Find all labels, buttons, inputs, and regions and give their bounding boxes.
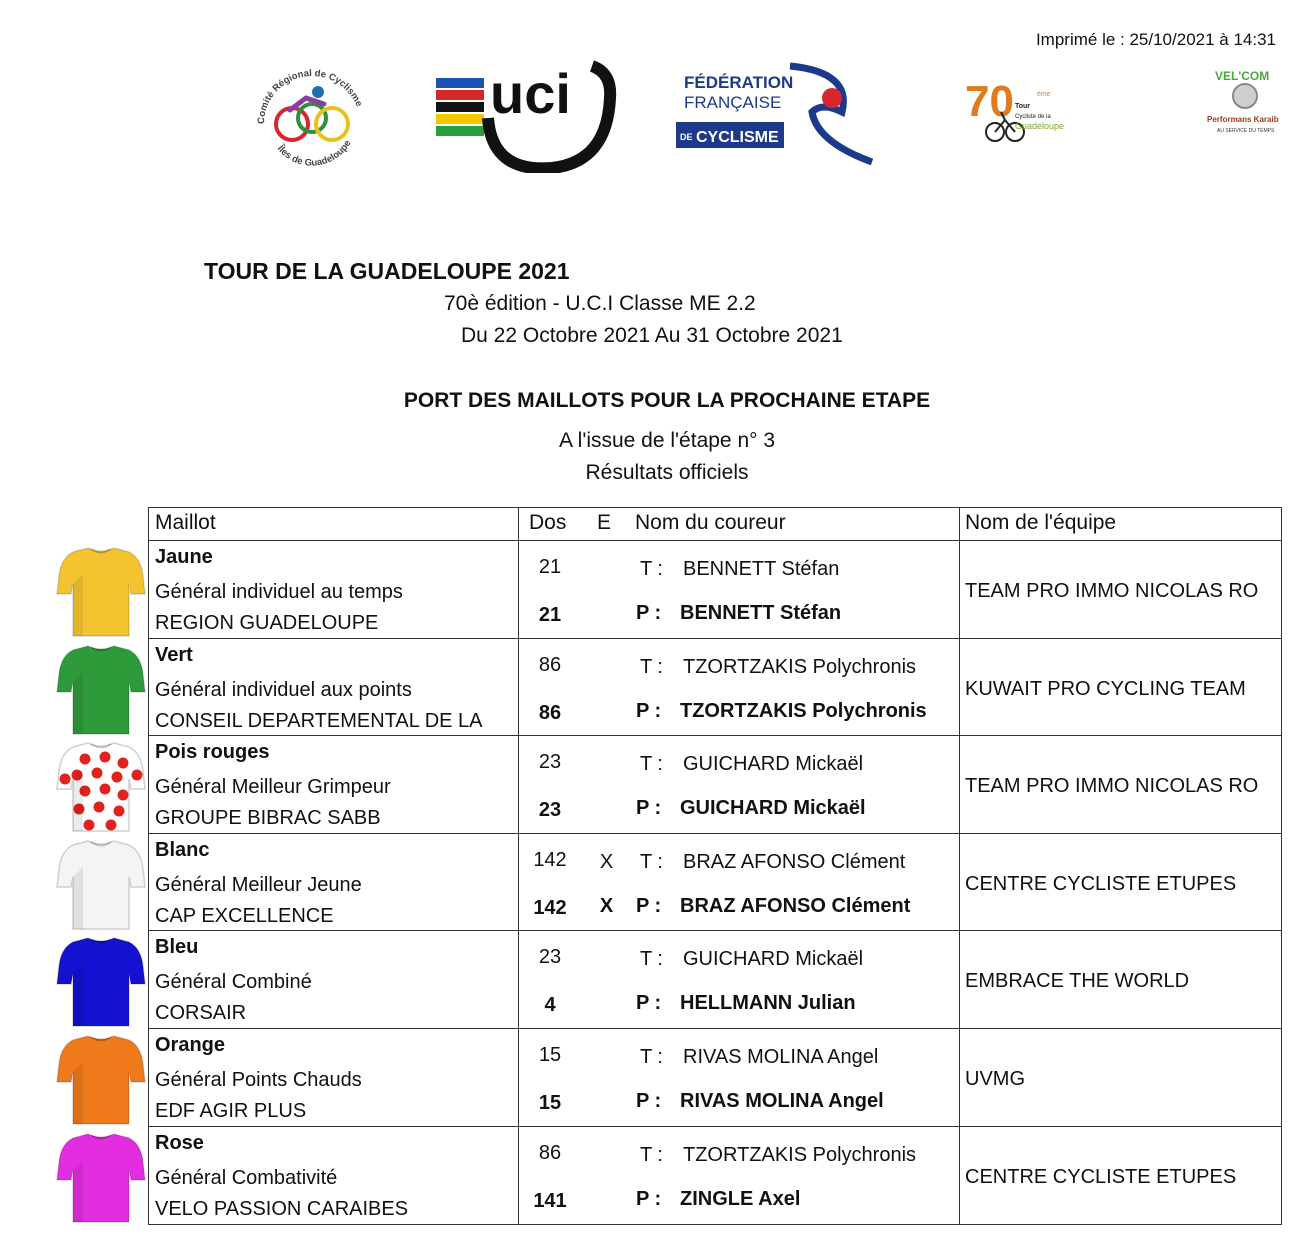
jersey-icon (55, 1130, 147, 1224)
sponsor: CORSAIR (155, 1002, 247, 1025)
dos-porteur: 23 (538, 799, 562, 822)
dos-titulaire: 86 (538, 653, 562, 676)
table-row (149, 639, 1281, 737)
jersey-body (57, 1134, 145, 1222)
tour-guadeloupe-logo (965, 74, 1083, 152)
svg-text:70: 70 (965, 77, 1014, 126)
jersey-icon (55, 739, 147, 833)
porteur-label: P : (636, 1089, 662, 1112)
classification: Général Points Chauds (155, 1068, 362, 1091)
polka-dot (114, 806, 125, 817)
dos-titulaire: 15 (538, 1043, 562, 1066)
titulaire-name: TZORTZAKIS Polychronis (683, 655, 917, 678)
jersey-shade (73, 574, 83, 636)
porteur-label: P : (636, 797, 662, 820)
svg-text:uci: uci (490, 62, 571, 125)
svg-text:FRANÇAISE: FRANÇAISE (684, 93, 782, 112)
titulaire-name: GUICHARD Mickaël (683, 753, 864, 776)
dos-titulaire: 23 (538, 946, 562, 969)
print-timestamp: Imprimé le : 25/10/2021 à 14:31 (1035, 30, 1276, 49)
porteur-label: P : (636, 1187, 662, 1210)
jersey-body (57, 1036, 145, 1124)
dos-titulaire: 21 (538, 556, 562, 578)
jersey-name: Orange (155, 1033, 226, 1056)
svg-text:CYCLISME: CYCLISME (696, 129, 779, 146)
jersey-shade (73, 1160, 83, 1222)
team-name: KUWAIT PRO CYCLING TEAM (965, 677, 1246, 700)
table-row (149, 1029, 1281, 1127)
table-row (149, 736, 1281, 834)
porteur-name: HELLMANN Julian (680, 992, 856, 1015)
crcg-logo (250, 54, 374, 178)
table-row (149, 931, 1281, 1029)
polka-dot (112, 772, 123, 783)
svg-text:Îles de Guadeloupe: Îles de Guadeloupe (274, 138, 354, 169)
jersey-name: Blanc (155, 838, 210, 861)
jersey-shade (73, 964, 83, 1026)
classification: Général Meilleur Jeune (155, 873, 362, 896)
jersey-name: Jaune (155, 546, 213, 568)
svg-text:Cycliste de la: Cycliste de la (1015, 114, 1051, 120)
results-status: Résultats officiels (585, 461, 749, 484)
logo-bar (0, 50, 1310, 180)
jersey-shade (73, 769, 83, 831)
jersey-shade (73, 1062, 83, 1124)
jersey-name: Bleu (155, 936, 199, 959)
sponsor: GROUPE BIBRAC SABB (155, 807, 381, 830)
titulaire-label: T : (640, 1045, 663, 1068)
porteur-name: GUICHARD Mickaël (680, 797, 866, 820)
dos-porteur: 15 (538, 1091, 562, 1114)
porteur-label: P : (636, 992, 662, 1015)
team-name: UVMG (965, 1067, 1025, 1090)
stage-info: A l'issue de l'étape n° 3 (558, 429, 776, 452)
svg-text:AU SERVICE DU TEMPS: AU SERVICE DU TEMPS (1217, 128, 1275, 134)
jersey-shade (73, 672, 83, 734)
col-coureur: Nom du coureur (635, 511, 786, 534)
jersey-name: Rose (155, 1131, 204, 1154)
dos-porteur: 4 (544, 994, 556, 1017)
titulaire-name: GUICHARD Mickaël (683, 948, 864, 971)
polka-dot (106, 820, 117, 831)
race-title: TOUR DE LA GUADELOUPE 2021 (204, 258, 570, 284)
titulaire-label: T : (640, 948, 663, 971)
svg-text:Guadeloupe: Guadeloupe (1015, 121, 1065, 131)
porteur-name: TZORTZAKIS Polychronis (680, 699, 927, 722)
dos-titulaire: 23 (538, 751, 562, 774)
table-header (149, 508, 1281, 541)
jersey-body (57, 646, 145, 734)
porteur-label: P : (636, 894, 662, 917)
team-name: CENTRE CYCLISTE ETUPES (965, 1165, 1237, 1188)
sponsor: CONSEIL DEPARTEMENTAL DE LA (155, 709, 483, 732)
sponsor: VELO PASSION CARAIBES (155, 1197, 409, 1220)
titulaire-name: BENNETT Stéfan (683, 558, 840, 580)
svg-text:Comité Régional de Cyclisme: Comité Régional de Cyclisme (255, 67, 365, 125)
porteur-name: ZINGLE Axel (680, 1187, 801, 1210)
polka-dot (84, 820, 95, 831)
porteur-name: RIVAS MOLINA Angel (680, 1089, 884, 1112)
titulaire-label: T : (640, 850, 663, 873)
dos-porteur: 21 (538, 604, 562, 626)
jersey-body (57, 841, 145, 929)
porteur-label: P : (636, 699, 662, 722)
team-name: TEAM PRO IMMO NICOLAS RO (965, 580, 1259, 602)
titulaire-name: TZORTZAKIS Polychronis (683, 1143, 917, 1166)
velcom-logo (1205, 58, 1287, 138)
titulaire-label: T : (640, 558, 663, 580)
dos-porteur: 142 (533, 896, 567, 919)
polka-dot (132, 770, 143, 781)
table-row (149, 834, 1281, 932)
col-equipe: Nom de l'équipe (965, 511, 1117, 534)
dos-titulaire: 86 (538, 1141, 562, 1164)
e-porteur: X (599, 894, 614, 917)
porteur-name: BENNETT Stéfan (680, 602, 842, 624)
jersey-name: Vert (155, 643, 193, 666)
titulaire-label: T : (640, 655, 663, 678)
e-titulaire: X (599, 850, 614, 873)
dos-titulaire: 142 (533, 848, 567, 871)
classification: Général Combativité (155, 1166, 338, 1189)
col-maillot: Maillot (155, 511, 216, 534)
jersey-icon (55, 544, 147, 638)
polka-dot (94, 802, 105, 813)
sponsor: CAP EXCELLENCE (155, 904, 334, 927)
polka-dot (118, 790, 129, 801)
porteur-label: P : (636, 602, 662, 624)
svg-text:Performans Karaib: Performans Karaib (1207, 115, 1279, 124)
jersey-icon (55, 934, 147, 1028)
team-name: EMBRACE THE WORLD (965, 970, 1190, 993)
titulaire-name: BRAZ AFONSO Clément (683, 850, 906, 873)
sponsor: REGION GUADELOUPE (155, 612, 379, 634)
section-heading: PORT DES MAILLOTS POUR LA PROCHAINE ETAPE (403, 389, 931, 412)
jersey-icon (55, 642, 147, 736)
jersey-icon (55, 1032, 147, 1126)
col-e: E (597, 511, 612, 534)
svg-text:ème: ème (1037, 91, 1051, 98)
sponsor: EDF AGIR PLUS (155, 1099, 307, 1122)
dos-porteur: 86 (538, 701, 562, 724)
porteur-name: BRAZ AFONSO Clément (680, 894, 911, 917)
jersey-body (57, 548, 145, 636)
titulaire-name: RIVAS MOLINA Angel (683, 1045, 879, 1068)
ffc-logo (672, 62, 878, 167)
col-dos: Dos (529, 511, 567, 534)
jersey-body (57, 938, 145, 1026)
polka-dot (60, 774, 71, 785)
jersey-shade (73, 867, 83, 929)
titulaire-label: T : (640, 753, 663, 776)
classification: Général Combiné (155, 971, 312, 994)
polka-dot (80, 754, 91, 765)
table-row (149, 541, 1281, 639)
classification: Général Meilleur Grimpeur (155, 776, 391, 799)
polka-dot (100, 752, 111, 763)
team-name: TEAM PRO IMMO NICOLAS RO (965, 775, 1259, 798)
race-edition: 70è édition - U.C.I Classe ME 2.2 (444, 292, 756, 315)
dos-porteur: 141 (533, 1189, 567, 1212)
classification: Général individuel aux points (155, 678, 412, 701)
polka-dot (118, 758, 129, 769)
polka-dot (100, 784, 111, 795)
table-body (149, 541, 1281, 1224)
table-row (149, 1127, 1281, 1225)
svg-text:DE: DE (680, 132, 693, 142)
team-name: CENTRE CYCLISTE ETUPES (965, 872, 1237, 895)
classification: Général individuel au temps (155, 581, 403, 603)
titulaire-label: T : (640, 1143, 663, 1166)
svg-text:VEL'COM: VEL'COM (1215, 69, 1270, 83)
jersey-name: Pois rouges (155, 741, 270, 764)
uci-logo (432, 58, 617, 173)
jersey-table (148, 507, 1282, 1225)
jersey-icon (55, 837, 147, 931)
svg-text:Tour: Tour (1015, 103, 1031, 110)
race-dates: Du 22 Octobre 2021 Au 31 Octobre 2021 (461, 324, 843, 347)
polka-dot (92, 768, 103, 779)
svg-text:FÉDÉRATION: FÉDÉRATION (684, 73, 794, 92)
